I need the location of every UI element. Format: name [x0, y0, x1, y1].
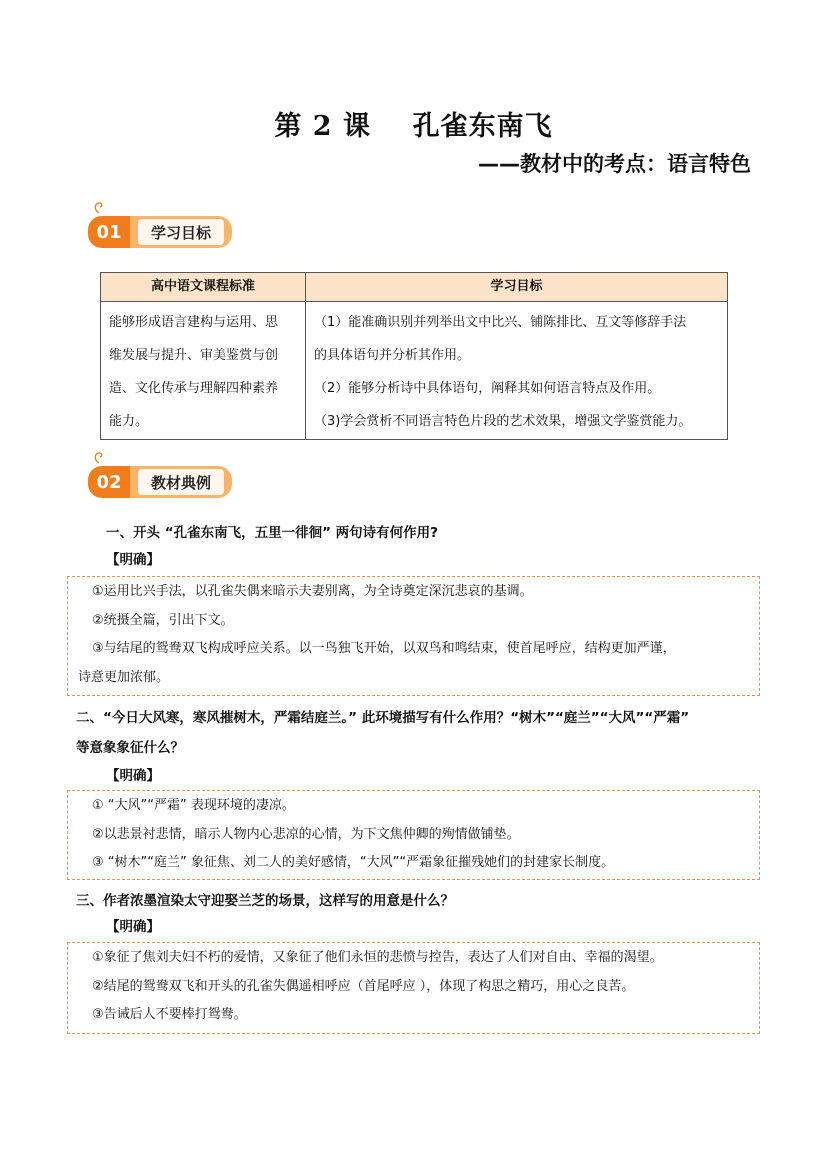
- table-header-objectives: 学习目标: [306, 273, 728, 302]
- answer-line: ① “大风”“严霜” 表现环境的凄凉。: [92, 798, 295, 813]
- answer-line: ②以悲景衬悲情，暗示人物内心悲凉的心情，为下文焦仲卿的殉情做铺垫。: [92, 826, 520, 842]
- section-badge-01: [88, 212, 240, 250]
- section-number: 01: [88, 216, 130, 248]
- standard-line: 能力。: [109, 414, 149, 430]
- objective-line: （3)学会赏析不同语言特色片段的艺术效果，增强文学鉴赏能力。: [314, 414, 692, 430]
- answer-line: ①运用比兴手法，以孔雀失偶来暗示夫妻别离，为全诗奠定深沉悲哀的基调。: [92, 584, 533, 599]
- lesson-title: 第 2 课 孔雀东南飞: [274, 111, 553, 142]
- question-text: 三、作者浓墨渲染太守迎娶兰芝的场景，这样写的用意是什么？: [76, 893, 454, 909]
- section-label: 教材典例: [138, 469, 224, 495]
- answer-box: [67, 942, 760, 1034]
- question-text: 二、“今日大风寒，寒风摧树木，严霜结庭兰。” 此环境描写有什么作用？“树木”“庭兰”“大风”“严霜”: [76, 710, 690, 726]
- objective-line: （2）能够分析诗中具体语句，阐释其如何语言特点及作用。: [314, 381, 661, 397]
- objective-line: （1）能准确识别并列举出文中比兴、铺陈排比、互文等修辞手法: [314, 315, 687, 330]
- mingque-label: 【明确】: [106, 768, 160, 784]
- standard-line: 造、文化传承与理解四种素养: [109, 381, 279, 397]
- section-label: 学习目标: [138, 219, 224, 245]
- answer-line: ③告诫后人不要棒打鸳鸯。: [92, 1007, 247, 1023]
- mingque-label: 【明确】: [106, 919, 160, 935]
- standard-line: 能够形成语言建构与运用、思: [109, 315, 279, 330]
- mingque-label: 【明确】: [106, 552, 160, 568]
- answer-box: [67, 576, 760, 696]
- question-text-cont: 等意象象征什么？: [76, 740, 184, 756]
- answer-line: ③与结尾的鸳鸯双飞构成呼应关系。以一鸟独飞开始，以双鸟和鸣结束，使首尾呼应，结构更加严谨，: [92, 641, 676, 657]
- standard-cell: [101, 302, 306, 440]
- swirl-decoration-icon: [92, 450, 106, 464]
- answer-line: ②结尾的鸳鸯双飞和开头的孔雀失偶遥相呼应（首尾呼应 ），体现了构思之精巧，用心之良苦。: [92, 978, 635, 994]
- answer-box: [67, 790, 760, 880]
- goals-table: [100, 272, 728, 440]
- objective-line: 的具体语句并分析其作用。: [314, 348, 471, 364]
- answer-line: ③ “树木”“庭兰” 象征焦、刘二人的美好感情，“大风”“严霜象征摧残她们的封建家长制度。: [92, 855, 615, 871]
- answer-line: 诗意更加浓郁。: [78, 669, 170, 685]
- answer-line: ②统摄全篇，引出下文。: [92, 612, 234, 628]
- question-text: 一、开头 “孔雀东南飞，五里一徘徊” 两句诗有何作用?: [106, 525, 438, 541]
- answer-line: ①象征了焦刘夫妇不朽的爱情，又象征了他们永恒的悲愤与控告，表达了人们对自由、幸福的渴望。: [92, 950, 663, 965]
- objectives-cell: [306, 302, 728, 440]
- table-header-standard: 高中语文课程标准: [101, 273, 306, 302]
- section-number: 02: [88, 466, 130, 498]
- swirl-decoration-icon: [92, 200, 106, 214]
- standard-line: 维发展与提升、审美鉴赏与创: [109, 348, 279, 364]
- section-badge-02: [88, 462, 240, 500]
- lesson-subtitle: ——教材中的考点：语言特色: [478, 152, 751, 176]
